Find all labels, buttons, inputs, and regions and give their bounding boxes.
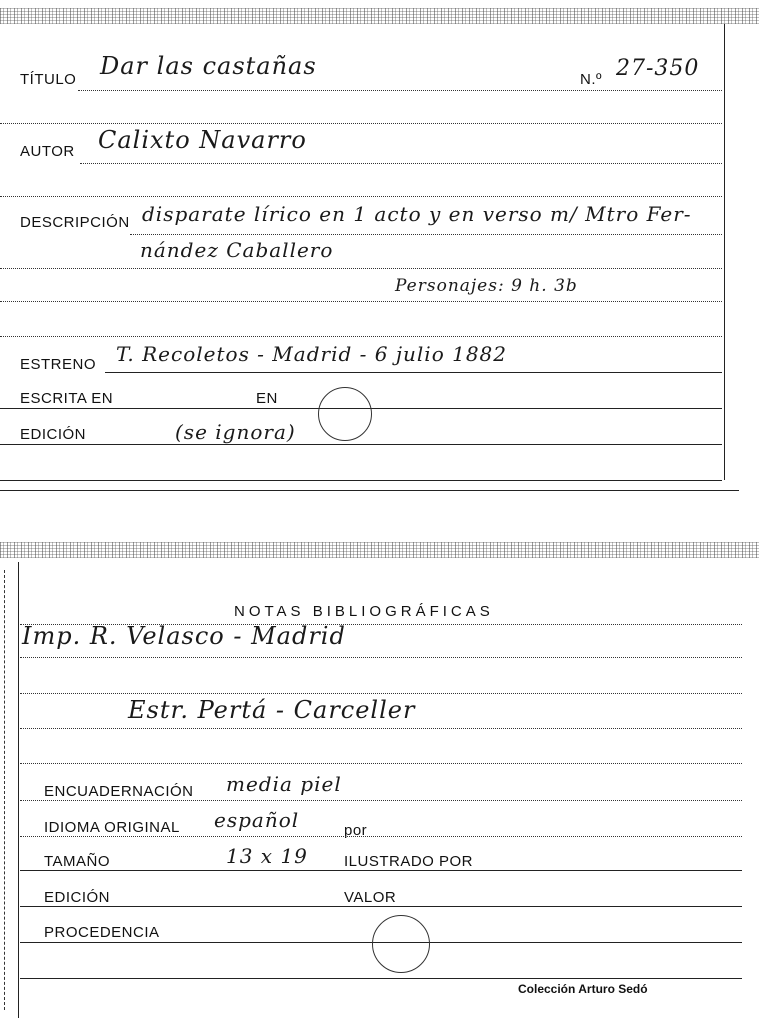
tamano-label: TAMAÑO (44, 853, 111, 870)
autor-line (80, 163, 722, 164)
titulo-line (78, 90, 722, 91)
rule-6 (20, 800, 742, 801)
edicion-line (0, 444, 722, 445)
edicion-label: EDICIÓN (20, 426, 87, 443)
idioma-value: español (214, 808, 300, 832)
descripcion-line1: disparate lírico en 1 acto y en verso m/ Mtro Fer- (142, 202, 692, 226)
rule-3 (0, 268, 722, 269)
right-border (724, 24, 725, 480)
rule-1 (20, 624, 742, 625)
rule-7 (20, 836, 742, 837)
punch-hole (372, 915, 430, 973)
titulo-label: TÍTULO (20, 71, 77, 88)
notas-header: NOTAS BIBLIOGRÁFICAS (234, 603, 494, 620)
por-label: por (344, 822, 368, 839)
left-border (18, 562, 19, 1018)
descripcion-line (130, 234, 722, 235)
escrita-label: ESCRITA EN (20, 390, 114, 407)
autor-label: AUTOR (20, 143, 75, 160)
estreno-label: ESTRENO (20, 356, 97, 373)
rule-2 (20, 657, 742, 658)
rule-5 (0, 336, 722, 337)
rule-9 (20, 906, 742, 907)
valor-label: VALOR (344, 889, 397, 906)
punch-hole (318, 387, 372, 441)
procedencia-label: PROCEDENCIA (44, 924, 160, 941)
personajes-note: Personajes: 9 h. 3b (395, 276, 578, 296)
estreno-line (105, 372, 722, 373)
rule-2 (0, 196, 722, 197)
en-label: EN (256, 390, 278, 407)
tamano-value: 13 x 19 (226, 844, 308, 868)
rule-1 (0, 123, 722, 124)
encuadernacion-label: ENCUADERNACIÓN (44, 783, 194, 800)
rule-3 (20, 693, 742, 694)
titulo-value: Dar las castañas (100, 52, 317, 80)
coleccion-credit: Colección Arturo Sedó (518, 982, 648, 996)
encuadernacion-value: media piel (226, 772, 342, 796)
card-top-edge (0, 542, 759, 558)
card-bottom-edge (0, 490, 739, 491)
autor-value: Calixto Navarro (98, 126, 307, 154)
note-line2: Estr. Pertá - Carceller (128, 696, 416, 724)
rule-11 (20, 978, 742, 979)
idioma-label: IDIOMA ORIGINAL (44, 819, 180, 836)
catalog-card-back (0, 540, 759, 1028)
edicion-back-label: EDICIÓN (44, 889, 111, 906)
card-top-edge (0, 8, 759, 24)
rule-4 (0, 301, 722, 302)
numero-value: 27-350 (616, 56, 700, 81)
left-edge (4, 570, 5, 1010)
edicion-value: (se ignora) (175, 420, 296, 444)
rule-8 (20, 870, 742, 871)
numero-label: N.º (580, 71, 602, 88)
descripcion-label: DESCRIPCIÓN (20, 214, 130, 231)
note-line1: Imp. R. Velasco - Madrid (22, 622, 346, 650)
rule-5 (20, 763, 742, 764)
estreno-value: T. Recoletos - Madrid - 6 julio 1882 (116, 342, 507, 366)
rule-6 (0, 480, 722, 481)
descripcion-line2: nández Caballero (140, 238, 334, 262)
ilustrado-label: ILUSTRADO POR (344, 853, 474, 870)
rule-4 (20, 728, 742, 729)
catalog-card-front (0, 0, 759, 495)
